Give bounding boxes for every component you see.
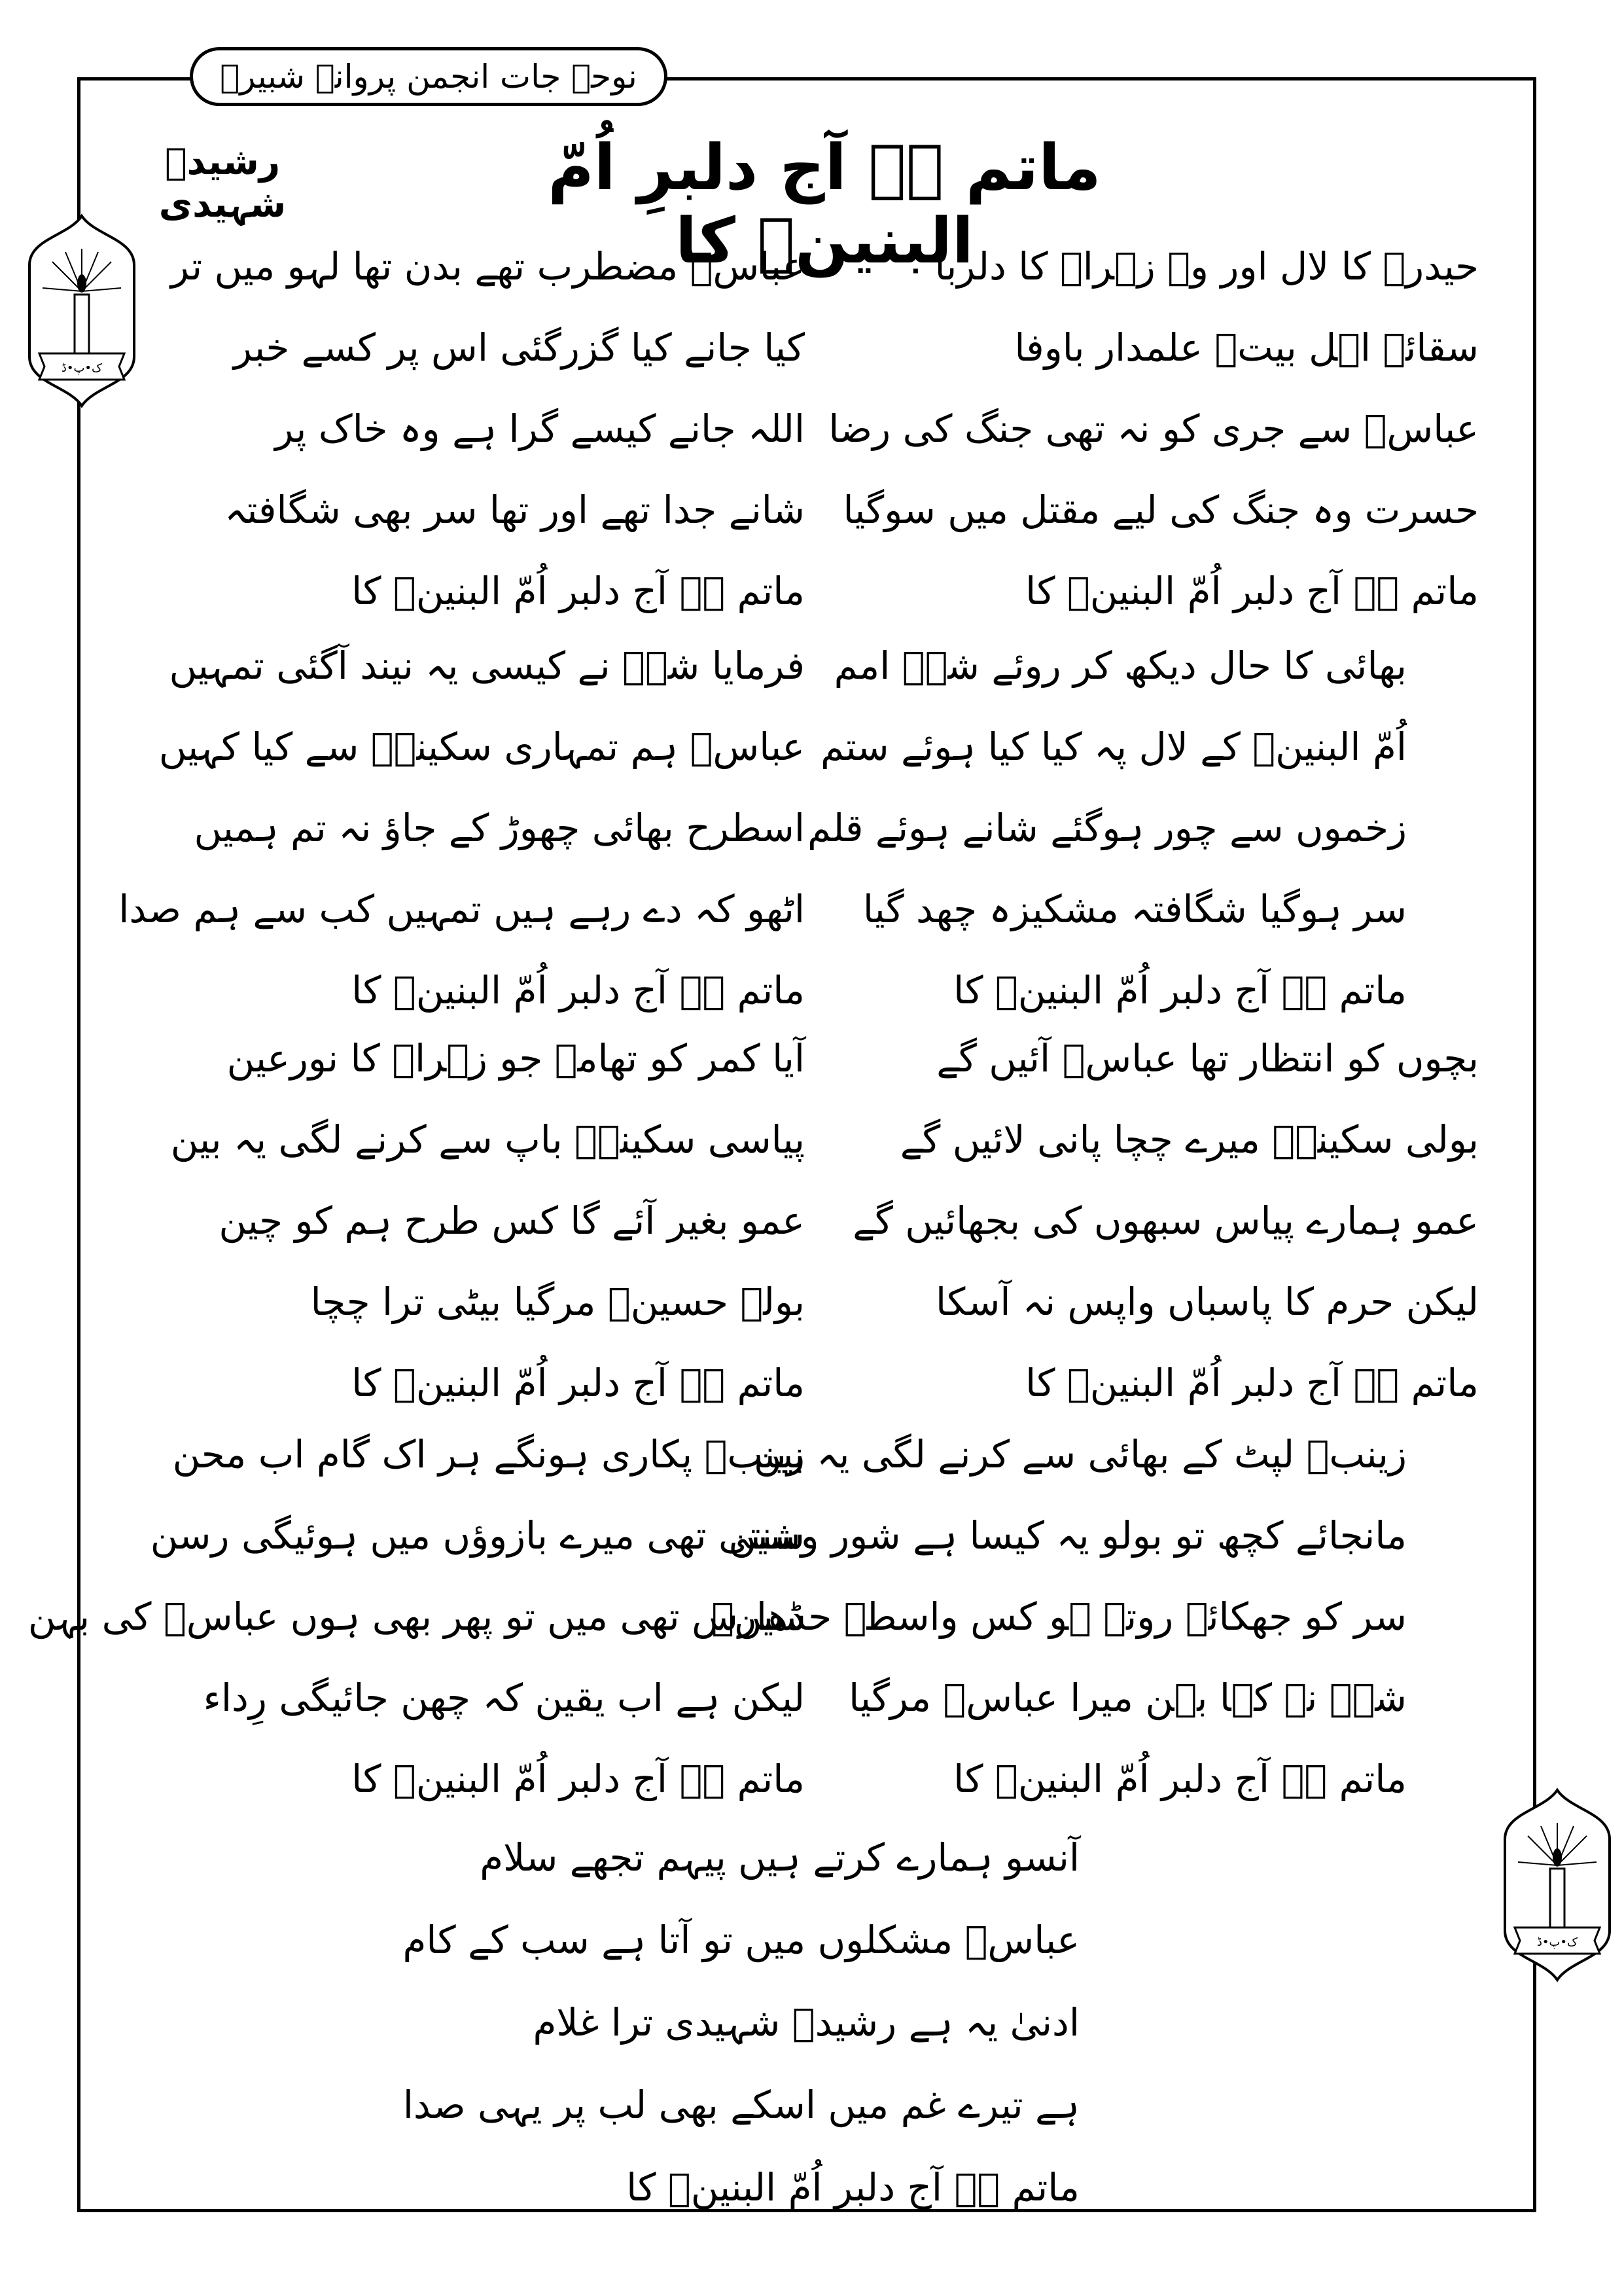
verse-line: شانے جدا تھے اور تھا سر بھی شگافتہ	[224, 488, 805, 532]
verse-line: آنسو ہمارے کرتے ہیں پیہم تجھے سلام	[480, 1835, 1080, 1880]
final-stanza	[402, 1816, 1080, 2229]
verse-line: زینبؑ لپٹ کے بھائی سے کرنے لگی یہ بین	[754, 1432, 1407, 1477]
verse-line: عمو بغیر آئے گا کس طرح ہم کو چین	[219, 1198, 805, 1243]
verse-line: حیدرؑ کا لال اور وہ زہراؑ کا دلربا	[934, 244, 1479, 289]
verse-line: سقائے اہل بیتؑ علمدار باوفا	[1014, 325, 1479, 370]
stanza-2-right	[807, 625, 1407, 1031]
verse-line: شہؑ نے کہا بہن میرا عباسؑ مرگیا	[849, 1676, 1407, 1720]
verse-line: اٹھو کہ دے رہے ہیں تمہیں کب سے ہم صدا	[118, 887, 805, 931]
stanza-4-left	[27, 1414, 805, 1820]
verse-line: عباسؑ ہم تمہاری سکینہؑ سے کیا کہیں	[158, 725, 805, 769]
verse-line: آیا کمر کو تھامے جو زہراؑ کا نورعین	[226, 1036, 805, 1081]
verse-line: لیکن حرم کا پاسباں واپس نہ آسکا	[936, 1280, 1479, 1324]
candle-emblem-icon	[1502, 1787, 1613, 1983]
verse-line: بچوں کو انتظار تھا عباسؑ آئیں گے	[936, 1036, 1479, 1081]
svg-text:ک•پ•ڈ: ک•پ•ڈ	[1536, 1935, 1578, 1949]
refrain-line: ماتم ہے آج دلبر اُمّ البنینؑ کا	[351, 1757, 805, 1801]
candle-emblem-icon	[26, 213, 137, 409]
poet-name: رشیدؔ شہیدی	[158, 141, 287, 226]
stanza-3-right	[853, 1018, 1479, 1424]
stanza-2-left	[118, 625, 805, 1031]
header-label: نوحہ جات انجمن پروانۂ شبیرؑ	[190, 47, 667, 106]
svg-text:ک•پ•ڈ: ک•پ•ڈ	[61, 361, 103, 375]
verse-line: مانجائے کچھ تو بولو یہ کیسا ہے شور وشین	[728, 1513, 1407, 1558]
verse-line: سنتی تھی میرے بازوؤں میں ہوئیگی رسن	[150, 1513, 805, 1558]
verse-line: اسطرح بھائی چھوڑ کے جاؤ نہ تم ہمیں	[194, 806, 805, 850]
verse-line: بولے حسینؑ مرگیا بیٹی ترا چچا	[310, 1280, 805, 1324]
verse-line: عباسؑ سے جری کو نہ تھی جنگ کی رضا	[828, 406, 1479, 451]
verse-line: ڈھارس تھی میں تو پھر بھی ہوں عباسؑ کی بہن	[27, 1594, 805, 1639]
verse-line: بولی سکینہؑ میرے چچا پانی لائیں گے	[900, 1117, 1479, 1162]
refrain-line: ماتم ہے آج دلبر اُمّ البنینؑ کا	[953, 968, 1407, 1013]
refrain-line: ماتم ہے آج دلبر اُمّ البنینؑ کا	[1025, 569, 1479, 613]
stanza-1-left	[170, 226, 805, 632]
stanza-3-left	[170, 1018, 805, 1424]
verse-line: سر ہوگیا شگافتہ مشکیزہ چھد گیا	[862, 887, 1407, 931]
verse-line: کیا جانے کیا گزرگئی اس پر کسے خبر	[233, 325, 805, 370]
refrain-line: ماتم ہے آج دلبر اُمّ البنینؑ کا	[351, 968, 805, 1013]
refrain-line: ماتم ہے آج دلبر اُمّ البنینؑ کا	[1025, 1361, 1479, 1405]
verse-line: عباسؑ مشکلوں میں تو آتا ہے سب کے کام	[402, 1918, 1080, 1962]
verse-line: زخموں سے چور ہوگئے شانے ہوئے قلم	[807, 806, 1407, 850]
verse-line: پیاسی سکینہؑ باپ سے کرنے لگی یہ بین	[170, 1117, 805, 1162]
verse-line: اللہ جانے کیسے گرا ہے وہ خاک پر	[275, 406, 805, 451]
refrain-line: ماتم ہے آج دلبر اُمّ البنینؑ کا	[953, 1757, 1407, 1801]
verse-line: اُمّ البنینؑ کے لال پہ کیا کیا ہوئے ستم	[820, 725, 1407, 769]
verse-line: ہے تیرے غم میں اسکے بھی لب پر یہی صدا	[402, 2083, 1080, 2127]
page-title: ماتم ہے آج دلبرِ اُمّ البنینؑ کا	[548, 131, 1101, 278]
refrain-line: ماتم ہے آج دلبر اُمّ البنینؑ کا	[351, 569, 805, 613]
verse-line: ادنیٰ یہ ہے رشیدؔ شہیدی ترا غلام	[533, 2000, 1080, 2045]
verse-line: لیکن ہے اب یقین کہ چھن جائیگی رِداء	[203, 1676, 805, 1720]
refrain-line: ماتم ہے آج دلبر اُمّ البنینؑ کا	[351, 1361, 805, 1405]
refrain-line: ماتم ہے آج دلبر اُمّ البنینؑ کا	[626, 2165, 1080, 2210]
verse-line: فرمایا شہؑ نے کیسی یہ نیند آگئی تمہیں	[169, 643, 805, 688]
verse-line: حسرت وہ جنگ کی لیے مقتل میں سوگیا	[843, 488, 1479, 532]
verse-line: سر کو جھکائے روتے ہو کس واسطے حسینؑ	[711, 1594, 1407, 1639]
verse-line: بھائی کا حال دیکھ کر روئے شہؑ امم	[834, 643, 1407, 688]
verse-line: عباسؑ مضطرب تھے بدن تھا لہو میں تر	[170, 244, 805, 289]
stanza-1-right	[828, 226, 1479, 632]
verse-line: زینبؑ پکاری ہونگے ہر اک گام اب محن	[172, 1432, 805, 1477]
verse-line: عمو ہمارے پیاس سبھوں کی بجھائیں گے	[853, 1198, 1479, 1243]
stanza-4-right	[711, 1414, 1407, 1820]
